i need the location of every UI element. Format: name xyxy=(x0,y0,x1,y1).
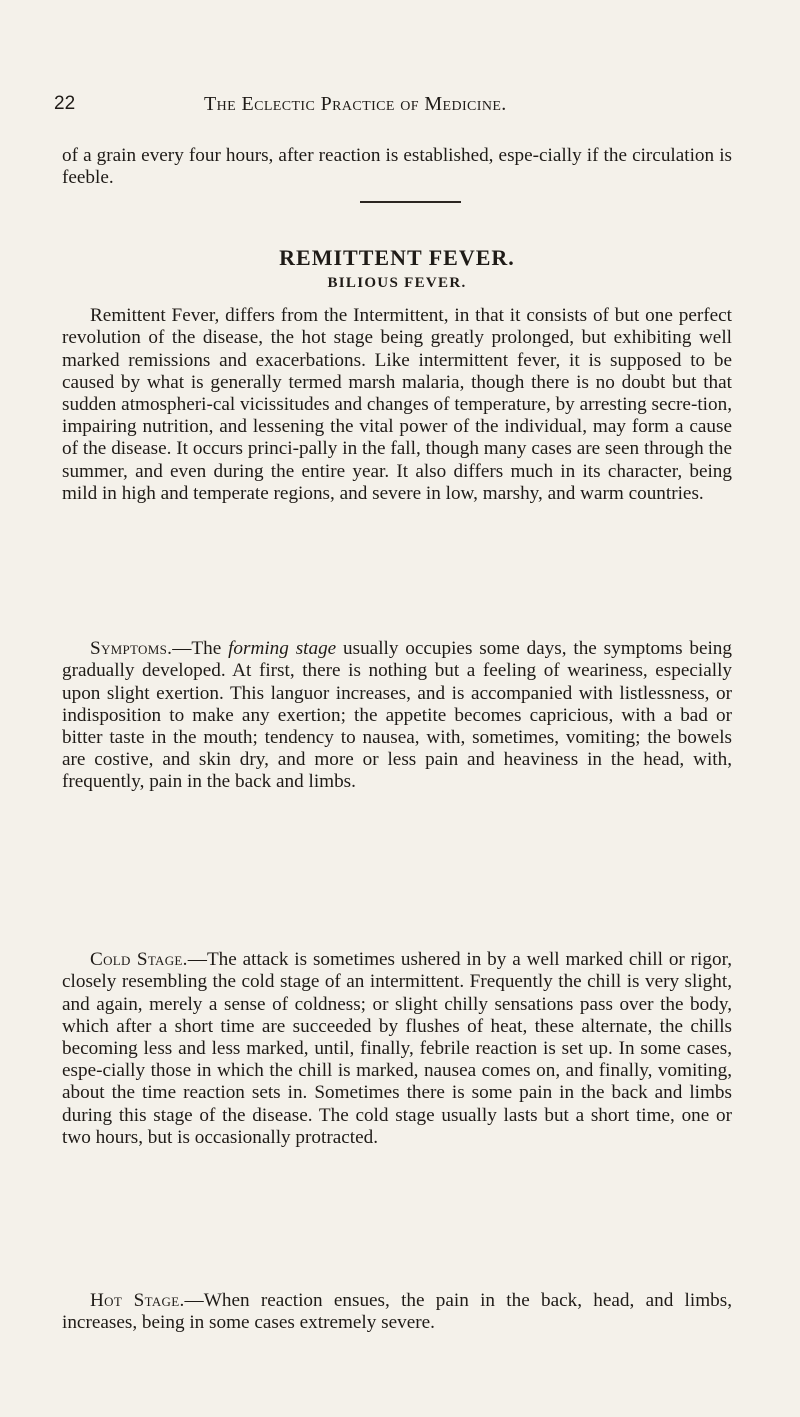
symptoms-paragraph xyxy=(62,638,732,793)
page-number: 22 xyxy=(54,93,76,114)
symptoms-heading: Symptoms. xyxy=(90,638,173,660)
intro-paragraph: of a grain every four hours, after reaction is established, espe-cially if the circulation is feeble. xyxy=(62,145,732,189)
hot-stage-heading: Hot Stage. xyxy=(90,1290,185,1312)
cold-stage-heading: Cold Stage. xyxy=(90,949,188,971)
cold-stage-text: —The attack is sometimes ushered in by a well marked chill or rigor, closely resembling the cold stage of an intermittent. Frequently the chill is very slight, and again, merely a sense of coldness; or slight chilly sensations pass over the body, which after a short time are succeeded by flushes of heat, these alternate, the chills becoming less and less marked, until, finally, febrile reaction is set up. In some cases, espe-cially those in which the chill is marked, nausea comes on, and finally, vomiting, about the time reaction sets in. Sometimes there is some pain in the back and limbs during this stage of the disease. The cold stage usually lasts but a short time, one or two hours, but is occasionally protracted. xyxy=(62,949,732,1148)
symptoms-text: usually occupies some days, the symptoms being gradually developed. At first, there is nothing but a feeling of weariness, especially upon slight exertion. This languor increases, and is accompanied with listlessness, or indisposition to make any exertion; the appetite becomes capricious, with a bad or bitter taste in the mouth; tendency to nausea, with, sometimes, vomiting; the bowels are costive, and skin dry, and more or less pain and heaviness in the head, with, frequently, pain in the back and limbs. xyxy=(62,638,732,793)
section-title: REMITTENT FEVER. xyxy=(279,244,515,270)
book-page xyxy=(54,92,732,1352)
running-header xyxy=(54,92,732,116)
section-divider xyxy=(360,201,461,203)
hot-stage-text: —When reaction ensues, the pain in the back, head, and limbs, increases, being in some cases extremely severe. xyxy=(62,1290,732,1334)
section-subtitle: BILIOUS FEVER. xyxy=(327,275,467,292)
book-title: The Eclectic Practice of Medicine. xyxy=(204,93,507,115)
remittent-fever-paragraph: Remittent Fever, differs from the Intermittent, in that it consists of but one perfect revolution of the disease, the hot stage being greatly prolonged, but exhibiting well marked remissions and exacerbations. Like intermittent fever, it is supposed to be caused by what is generally termed marsh malaria, though there is no doubt but that sudden atmospheri-cal vicissitudes and changes of temperature, by arresting secre-tion, impairing nutrition, and lessening the vital power of the individual, may form a cause of the disease. It occurs princi-pally in the fall, though many cases are seen through the summer, and even during the entire year. It also differs much in its character, being mild in high and temperate regions, and severe in low, marshy, and warm countries. xyxy=(62,305,732,504)
symptoms-dash: —The xyxy=(172,638,229,660)
cold-stage-paragraph xyxy=(62,949,732,1149)
forming-stage-label: forming stage xyxy=(228,638,337,660)
hot-stage-paragraph xyxy=(62,1290,732,1334)
